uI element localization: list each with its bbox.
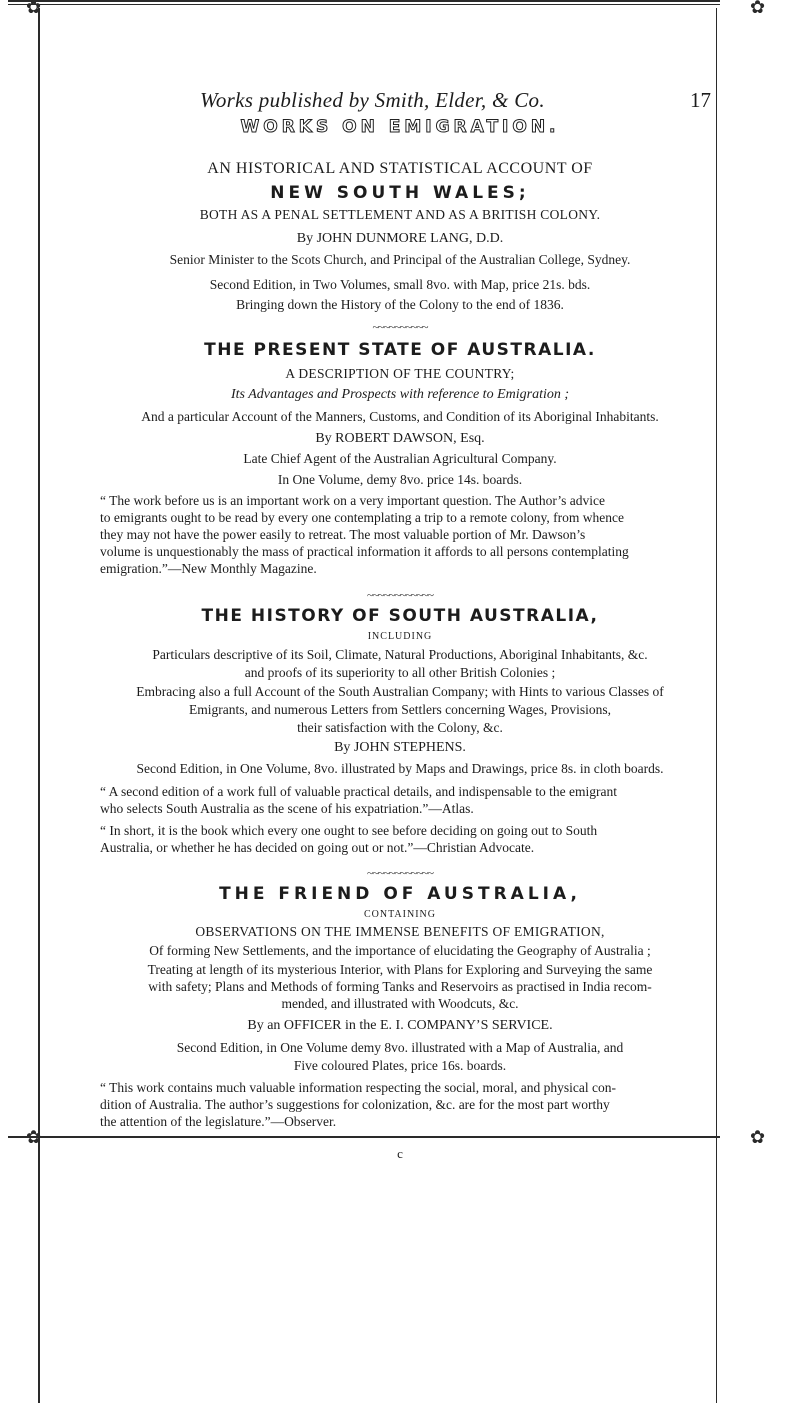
book3-review2-line: Australia, or whether he has decided on going out or not.”—Christian Advocate. — [100, 840, 535, 855]
book3-review1-line: “ A second edition of a work full of valuable practical details, and indispensable to the emigrant — [100, 784, 617, 799]
book1-title-line1: AN HISTORICAL AND STATISTICAL ACCOUNT OF — [207, 160, 593, 177]
book3-desc4: Emigrants, and numerous Letters from Settlers concerning Wages, Provisions, — [189, 702, 611, 717]
wavy-divider: ~~~~~~~~~~~~ — [367, 866, 433, 880]
book3-desc1: Particulars descriptive of its Soil, Climate, Natural Productions, Aboriginal Inhabitants, &c. — [152, 647, 648, 662]
bottom-border-rule — [8, 1136, 720, 1138]
book4-desc3-line: mended, and illustrated with Woodcuts, &c. — [281, 996, 519, 1011]
book4-desc3-line: with safety; Plans and Methods of forming Tanks and Reservoirs as practised in India recom- — [148, 979, 652, 994]
page-number: 17 — [690, 88, 711, 112]
book4-desc3-line: Treating at length of its mysterious Interior, with Plans for Exploring and Surveying the same — [147, 962, 653, 977]
book1-author-desc: Senior Minister to the Scots Church, and Principal of the Australian College, Sydney. — [169, 252, 631, 267]
wavy-divider: ~~~~~~~~~~ — [372, 320, 428, 334]
book3-review2-line: “ In short, it is the book which every one ought to see before deciding on going out to South — [100, 823, 598, 838]
corner-ornament-icon: ✿ — [26, 1127, 42, 1147]
book2-desc2: Its Advantages and Prospects with reference to Emigration ; — [230, 387, 570, 402]
book1-subtitle: BOTH AS A PENAL SETTLEMENT AND AS A BRITISH COLONY. — [199, 207, 601, 222]
book2-author: By ROBERT DAWSON, Esq. — [315, 431, 485, 446]
corner-ornament-icon: ✿ — [26, 0, 42, 17]
book4-edition1: Second Edition, in One Volume demy 8vo. illustrated with a Map of Australia, and — [176, 1040, 624, 1055]
book1-author: By JOHN DUNMORE LANG, D.D. — [296, 231, 504, 246]
book4-edition2: Five coloured Plates, price 16s. boards. — [293, 1058, 507, 1073]
book4-author: By an OFFICER in the E. I. COMPANY’S SERVICE. — [247, 1018, 553, 1033]
book3-author: By JOHN STEPHENS. — [334, 740, 466, 755]
book2-desc1: A DESCRIPTION OF THE COUNTRY; — [285, 366, 515, 381]
section-title: WORKS ON EMIGRATION. — [240, 117, 560, 137]
book4-review-line: “ This work contains much valuable information respecting the social, moral, and physical con- — [100, 1080, 616, 1095]
book4-title: THE FRIEND OF AUSTRALIA, — [219, 884, 581, 904]
book3-review1-line: who selects South Australia as the scene of his expatriation.”—Atlas. — [100, 801, 474, 816]
book2-title: THE PRESENT STATE OF AUSTRALIA. — [204, 340, 596, 360]
book1-title-line2: NEW SOUTH WALES; — [270, 183, 530, 203]
book3-desc5: their satisfaction with the Colony, &c. — [297, 720, 503, 735]
book4-desc2: Of forming New Settlements, and the importance of elucidating the Geography of Australia ; — [149, 943, 651, 958]
book2-edition: In One Volume, demy 8vo. price 14s. boards. — [277, 472, 523, 487]
book2-author-desc: Late Chief Agent of the Australian Agricultural Company. — [243, 451, 557, 466]
top-border-rule-inner — [8, 4, 720, 5]
book2-review-line: they may not have the power easily to retreat. The most valuable portion of Mr. Dawson’s — [100, 527, 586, 542]
book2-review-line: volume is unquestionably the mass of practical information it affords to all persons contemplating — [100, 544, 629, 559]
book1-edition: Second Edition, in Two Volumes, small 8vo. with Map, price 21s. bds. — [209, 277, 591, 292]
running-head: Works published by Smith, Elder, & Co. — [200, 88, 545, 112]
book3-desc3: Embracing also a full Account of the South Australian Company; with Hints to various Classes of — [136, 684, 664, 699]
corner-ornament-icon: ✿ — [750, 0, 766, 17]
book2-review-line: “ The work before us is an important work on a very important question. The Author’s advice — [100, 493, 606, 508]
book3-title: THE HISTORY OF SOUTH AUSTRALIA, — [201, 606, 599, 626]
corner-ornament-icon: ✿ — [750, 1127, 766, 1147]
wavy-divider: ~~~~~~~~~~~~ — [367, 588, 433, 602]
book3-desc2: and proofs of its superiority to all other British Colonies ; — [244, 665, 556, 680]
book3-edition: Second Edition, in One Volume, 8vo. illustrated by Maps and Drawings, price 8s. in cloth boards. — [136, 761, 664, 776]
top-border-rule — [8, 0, 720, 2]
book4-review-line: the attention of the legislature.”—Observer. — [100, 1114, 337, 1129]
book2-desc3: And a particular Account of the Manners, Customs, and Condition of its Aboriginal Inhabitants. — [141, 409, 659, 424]
book3-including: INCLUDING — [367, 631, 433, 642]
book2-review-line: to emigrants ought to be read by every one contemplating a trip to a remote colony, from whence — [100, 510, 624, 525]
book4-desc1: OBSERVATIONS ON THE IMMENSE BENEFITS OF EMIGRATION, — [195, 924, 605, 939]
book4-containing: CONTAINING — [364, 909, 436, 920]
signature-mark: c — [397, 1146, 403, 1161]
book2-review-line: emigration.”—New Monthly Magazine. — [100, 561, 317, 576]
book4-review-line: dition of Australia. The author’s suggestions for colonization, &c. are for the most part worthy — [100, 1097, 610, 1112]
book1-note: Bringing down the History of the Colony to the end of 1836. — [236, 297, 564, 312]
